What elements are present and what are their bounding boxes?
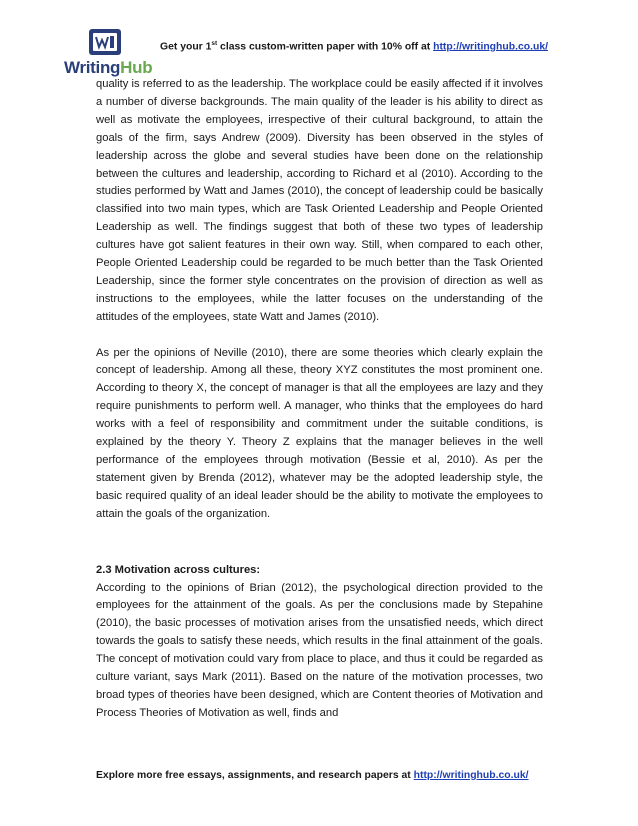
logo-emblem-icon <box>88 28 122 58</box>
footer-link[interactable]: http://writinghub.co.uk/ <box>413 770 529 781</box>
section-heading: 2.3 Motivation across cultures: <box>96 563 261 576</box>
header-link[interactable]: http://writinghub.co.uk/ <box>433 41 548 53</box>
logo-wordmark: WritingHub <box>64 58 153 77</box>
page-header <box>64 26 604 82</box>
writinghub-logo[interactable] <box>64 28 156 78</box>
page-footer: Explore more free essays, assignments, and research papers at http://writinghub.co.uk/ <box>96 770 529 781</box>
paragraph-3: According to the opinions of Brian (2012), the psychological direction provided to the employees for the attainment of the goals. As per the conclusions made by Stepahine (2010), the basic processes of motivation arises from the unsatisfied needs, which direct towards the goals to satisfy these needs, which results in the final attainment of the goals. The concept of motivation could vary from place to place, and thus it could be regarded as culture variant, says Mark (2011). Based on the nature of the motivation processes, two broad types of theories have been designed, which are Content theories of Motivation and Process Theories of Motivation as well, finds and <box>96 581 543 719</box>
paragraph-2: As per the opinions of Neville (2010), there are some theories which clearly explain the concept of leadership. Among all these, theory XYZ constitutes the most prominent one. According to theory X, the concept of manager is that all the employees are lazy and they require punishments to perform well. A manager, who thinks that the employees do hard works with a feel of responsibility and commitment under the suitable conditions, is explained by the theory Y. Theory Z explains that the manager believes in the well performance of the employees through motivation (Bessie et al, 2010). As per the statement given by Brenda (2012), whatever may be the adopted leadership style, the basic required quality of an ideal leader should be the ability to motivate the employees to attain the goals of the organization. <box>96 346 543 520</box>
promo-banner: Get your 1st class custom-written paper with 10% off at http://writinghub.co.uk/ <box>160 40 548 53</box>
paragraph-1: quality is referred to as the leadership. The workplace could be easily affected if it involves a number of diverse backgrounds. The main quality of the leader is his ability to direct as well as motivate the employees, irrespective of their cultural background, to attain the goals of the firm, says Andrew (2009). Diversity has been observed in the styles of leadership across the globe and several studies have been done on the relationship between the cultures and leadership, according to Richard et al (2010). According to the studies performed by Watt and James (2010), the concept of leadership could be basically classified into two main types, which are Task Oriented Leadership and People Oriented Leadership as well. The findings suggest that both of these two types of leadership cultures have got salient features in their own way. Still, when compared to each other, People Oriented Leadership could be regarded to be much better than the Task Oriented Leadership, since the former style concentrates on the provision of direction as well as instructions to the employees, while the latter focuses on the understanding of the attitudes of the employees, state Watt and James (2010). <box>96 78 543 323</box>
document-body <box>96 76 543 723</box>
